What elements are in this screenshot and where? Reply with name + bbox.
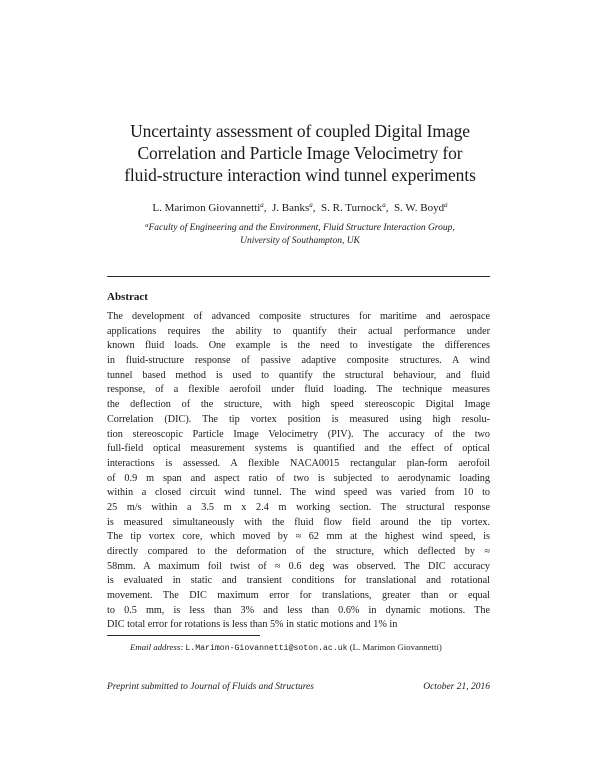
abstract-line: in fluid-structure response of passive adaptive composite structures. A wind	[107, 355, 490, 367]
author-name: L. Marimon Giovannetti	[152, 202, 261, 214]
abstract-line: directly compared to the deformation of the structure, which deflected by ≈	[107, 546, 490, 557]
affiliation-line-2: University of Southampton, UK	[240, 236, 360, 246]
email-label: Email address:	[130, 642, 184, 652]
abstract-line: 58mm. A maximum foil twist of ≈ 0.6 deg was observed. The DIC accuracy	[107, 560, 490, 572]
author-affiliation-mark: a	[382, 201, 386, 209]
abstract-line: tion stereoscopic Particle Image Velocimetry (PIV). The accuracy of the two	[107, 428, 490, 440]
abstract-line: Correlation (DIC). The tip vortex position is measured using high resolu-	[107, 413, 490, 425]
author-affiliation-mark: a	[309, 201, 313, 209]
author-name: J. Banks	[272, 202, 310, 214]
abstract-line: The development of advanced composite structures for maritime and aerospace	[107, 311, 490, 322]
abstract-heading: Abstract	[107, 291, 148, 303]
author-affiliation-mark: a	[260, 201, 264, 209]
title-line-1: Uncertainty assessment of coupled Digital Image	[130, 121, 470, 141]
preprint-date: October 21, 2016	[423, 682, 490, 692]
abstract-line: the deflection of the structure, with high speed stereoscopic Digital Image	[107, 399, 490, 411]
abstract-line: The tip vortex core, which moved by ≈ 62 mm at the highest wind speed, is	[107, 531, 490, 543]
affiliation-line-1: $^a$Faculty of Engineering and the Environment, Fluid Structure Interaction Group,	[145, 222, 455, 233]
author-list: L. Marimon Giovannetti$^a$, J. Banks$^a$, S. R. Turnock$^a$, S. W. Boyd$^a$	[152, 201, 448, 214]
affiliation-mark: a	[145, 222, 149, 229]
abstract-line: is measured simultaneously with the fluid flow field around the tip vortex.	[107, 516, 490, 528]
author-affiliation-mark: a	[444, 201, 448, 209]
abstract-line: 25 m/s within a 3.5 m x 2.4 m working section. The structural response	[107, 501, 490, 513]
abstract-line: DIC total error for rotations is less than 5% in static motions and 1% in	[107, 619, 398, 631]
abstract-line: full-field optical measurement systems is quantified and the effect of optical	[107, 443, 490, 455]
abstract-body	[107, 310, 490, 633]
abstract-line: response, of a flexible aerofoil under fluid loading. The technique measures	[107, 384, 490, 396]
paper-title	[60, 120, 540, 186]
title-line-2: Correlation and Particle Image Velocimetry for	[137, 143, 463, 163]
email-address-link[interactable]: L.Marimon-Giovannetti@soton.ac.uk	[185, 644, 348, 653]
author-name: S. R. Turnock	[321, 202, 383, 214]
abstract-line: to 0.5 mm, is less than 3% and less than 0.6% in dynamic motions. The	[107, 604, 490, 616]
footnote-rule	[107, 635, 260, 636]
email-footnote	[130, 641, 442, 655]
abstract-line: tunnel based method is used to quantify the structural behaviour, and fluid	[107, 369, 490, 381]
abstract-line: known fluid loads. One example is the need to investigate the differences	[107, 340, 490, 352]
abstract-line: movement. The DIC maximum error for translations, greater than or equal	[107, 590, 490, 602]
abstract-line: is evaluated in static and transient conditions for translational and rotational	[107, 575, 490, 587]
affiliation	[60, 222, 540, 248]
preprint-note: Preprint submitted to Journal of Fluids and Structures	[107, 682, 314, 692]
abstract-line: interactions is assessed. A flexible NACA0015 rectangular plan-form aerofoil	[107, 457, 490, 469]
author-name: S. W. Boyd	[393, 202, 445, 214]
abstract-line: of 0.9 m span and aspect ratio of two is subjected to aerodynamic loading	[107, 472, 490, 484]
title-line-3: fluid-structure interaction wind tunnel experiments	[124, 165, 476, 185]
abstract-line: within a closed circuit wind tunnel. The wind speed was varied from 10 to	[107, 487, 490, 499]
abstract-top-rule	[107, 276, 490, 277]
email-owner: (L. Marimon Giovannetti)	[349, 642, 442, 652]
abstract-line: applications requires the ability to quantify their actual performance under	[107, 325, 490, 337]
